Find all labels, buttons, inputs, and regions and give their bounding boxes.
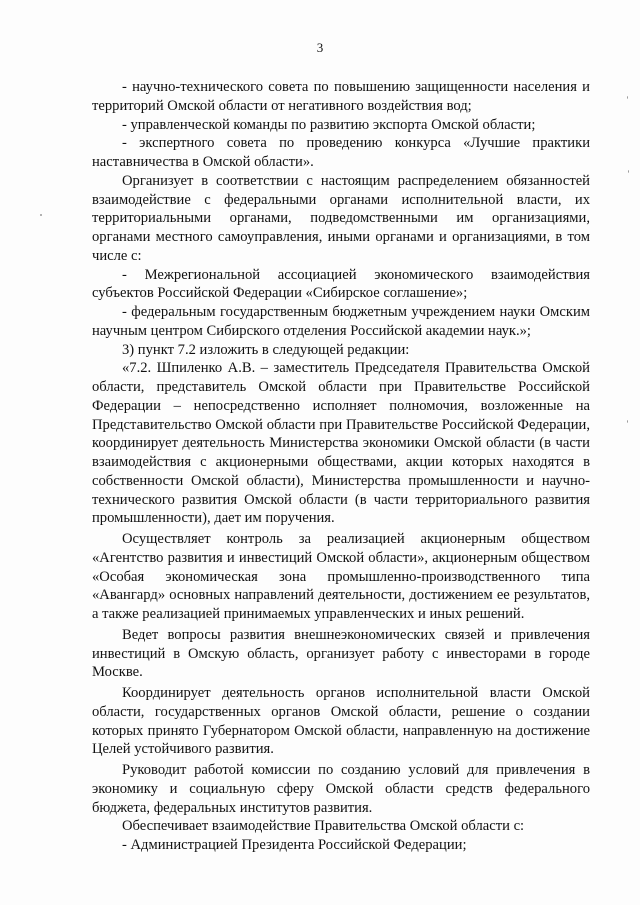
paragraph-item-7-2: «7.2. Шпиленко А.В. – заместитель Председателя Правительства Омской области, представитель Омской области при Правительстве Российской Федерации – непосредственно исполняет полномочия, возложенные на Представительство Омской области при Правительстве Российской Федерации, координирует деятельность Министерства экономики Омской области (в части взаимодействия с акционерными обществами, акции которых находятся в собственности Омской области), Министерства промышленности и научно-технического развития Омской области (в части территориального развития промышленности), дает им поручения. [92, 360, 590, 527]
paragraph-item-7-2-intro: 3) пункт 7.2 изложить в следующей редакции: [122, 341, 410, 358]
paragraph-control-joint-stock: Осуществляет контроль за реализацией акционерным обществом «Агентство развития и инвестиций Омской области», акционерным обществом «Особая экономическая зона промышленно-производственного типа «Авангард» основных направлений деятельности, достижением ее результатов, а также реализацией принимаемых управленческих и иных решений. [92, 531, 590, 622]
scan-speck [40, 214, 42, 216]
paragraph-mentoring-council: - экспертного совета по проведению конкурса «Лучшие практики наставничества в Омской области». [92, 135, 590, 170]
scan-speck [627, 420, 628, 423]
scan-speck [627, 96, 628, 99]
paragraph-omsk-science-center: - федеральным государственным бюджетным учреждением науки Омским научным центром Сибирского отделения Российской академии наук.»; [92, 304, 590, 339]
paragraph-organizes-interaction: Организует в соответствии с настоящим распределением обязанностей взаимодействие с федеральными органами исполнительной власти, их территориальными органами, подведомственными им организациями, органами местного самоуправления, иными органами и организациями, в том числе с: [92, 172, 590, 264]
scan-speck [628, 170, 629, 173]
page-number: 3 [316, 40, 324, 55]
paragraph-siberian-agreement: - Межрегиональной ассоциацией экономического взаимодействия субъектов Российской Федерации «Сибирское соглашение»; [92, 266, 590, 302]
paragraph-ensures-interaction: Обеспечивает взаимодействие Правительства Омской области с: [122, 818, 525, 835]
paragraph-export-team: - управленческой команды по развитию экспорта Омской области; [122, 116, 536, 133]
paragraph-federal-funds-commission: Руководит работой комиссии по созданию условий для привлечения в экономику и социальную сферу Омской области средств федерального бюджета, федеральных институтов развития. [92, 762, 590, 816]
paragraph-foreign-economic-relations: Ведет вопросы развития внешнеэкономических связей и привлечения инвестиций в Омскую область, организует работу с инвесторами в городе Москве. [92, 626, 590, 681]
paragraph-presidential-administration: - Администрацией Президента Российской Федерации; [122, 837, 467, 853]
paragraph-flood-protection-council: - научно-технического совета по повышению защищенности населения и территорий Омской области от негативного воздействия вод; [92, 79, 590, 114]
document-body [92, 78, 590, 855]
paragraph-sustainable-development: Координирует деятельность органов исполнительной власти Омской области, государственных органов Омской области, решение о создании которых принято Губернатором Омской области, направленную на достижение Целей устойчивого развития. [92, 685, 590, 758]
